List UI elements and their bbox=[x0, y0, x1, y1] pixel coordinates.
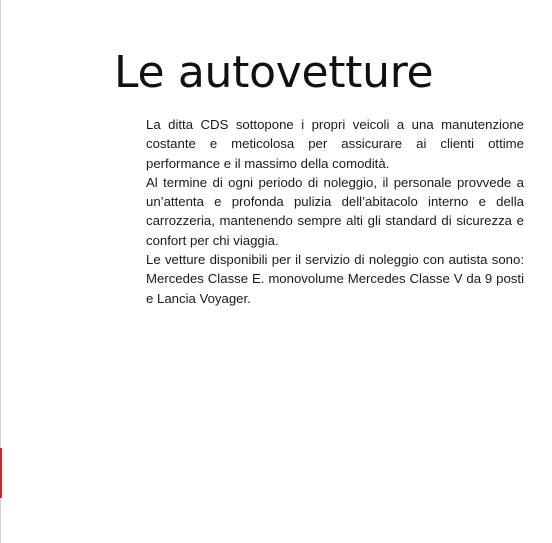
paragraph-maintenance: La ditta CDS sottopone i propri veicoli a una manutenzione costante e meticolosa per assicurare ai clienti ottime performance e il massimo della comodità. bbox=[146, 117, 524, 171]
paragraph-vehicles: Le vetture disponibili per il servizio di noleggio con autista sono: Mercedes Classe E. monovolume Mercedes Classe V da 9 posti e Lancia Voyager. bbox=[146, 252, 524, 306]
page-title: Le autovetture bbox=[114, 47, 434, 98]
paragraph-cleaning: Al termine di ogni periodo di noleggio, il personale provvede a un’attenta e profonda pulizia dell’abitacolo interno e della carrozzeria, mantenendo sempre alti gli standard di sicurezza e confort per chi viaggia. bbox=[146, 174, 524, 248]
page-edge-accent bbox=[0, 448, 2, 498]
body-text bbox=[146, 115, 524, 308]
